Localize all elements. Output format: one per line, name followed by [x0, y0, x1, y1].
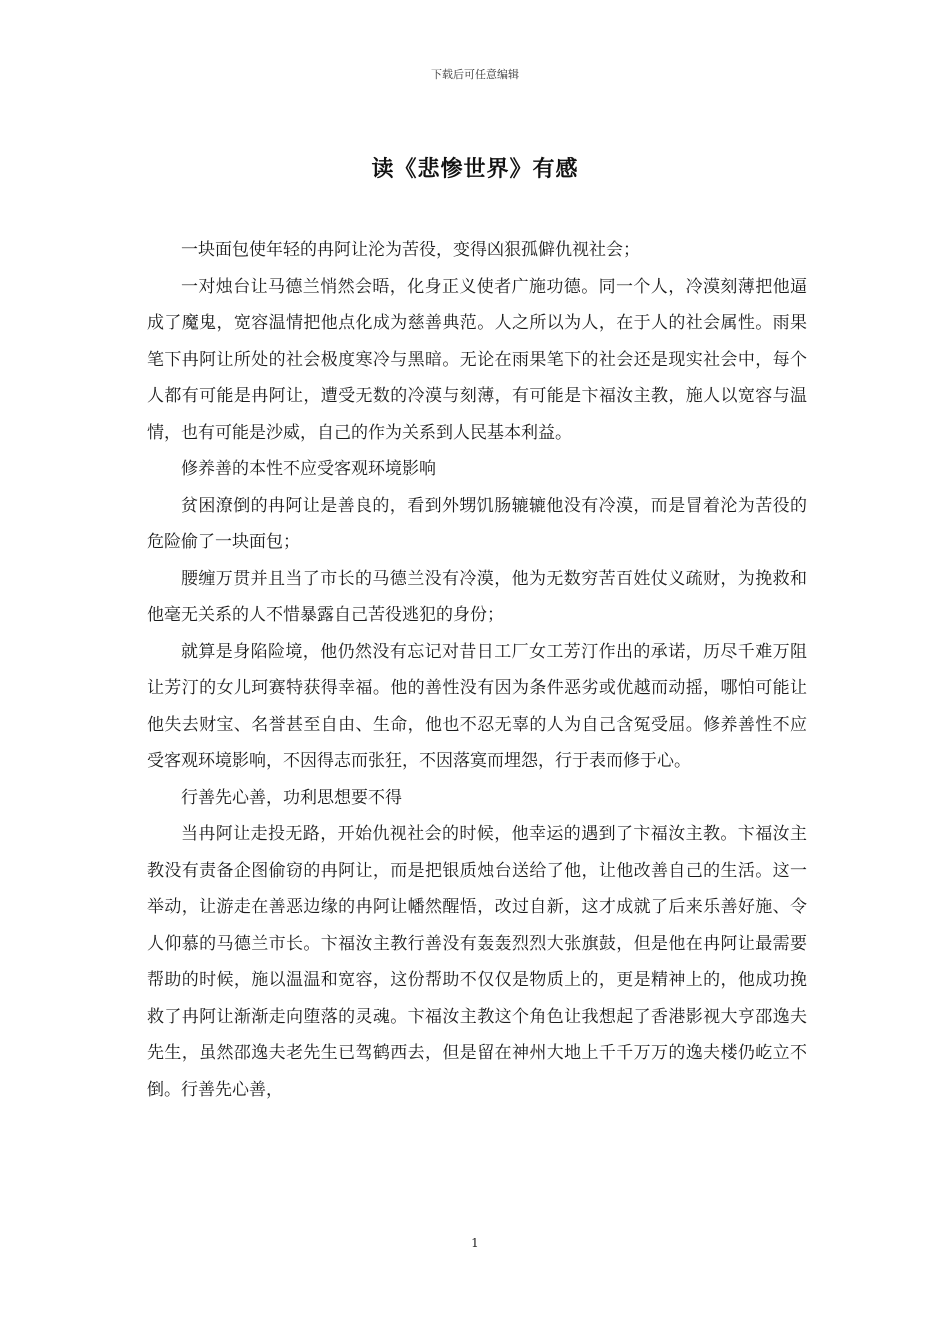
page-header: 下载后可任意编辑	[431, 68, 519, 81]
document-title: 读《悲惨世界》有感	[371, 156, 579, 182]
paragraph: 贫困潦倒的冉阿让是善良的，看到外甥饥肠辘辘他没有冷漠，而是冒着沦为苦役的危险偷了一块面包；	[147, 495, 807, 552]
paragraph: 一块面包使年轻的冉阿让沦为苦役，变得凶狠孤僻仇视社会；	[181, 240, 640, 260]
section-heading: 行善先心善，功利思想要不得	[181, 787, 402, 808]
document-body	[147, 232, 807, 1108]
paragraph: 一对烛台让马德兰悄然会晤，化身正义使者广施功德。同一个人，冷漠刻薄把他逼成了魔鬼，宽容温情把他点化成为慈善典范。人之所以为人，在于人的社会属性。雨果笔下冉阿让所处的社会极度寒冷与黑暗。无论在雨果笔下的社会还是现实社会中，每个人都有可能是冉阿让，遭受无数的冷漠与刻薄，有可能是卞福汝主教，施人以宽容与温情，也有可能是沙威，自己的作为关系到人民基本利益。	[147, 276, 807, 443]
paragraph: 当冉阿让走投无路，开始仇视社会的时候，他幸运的遇到了卞福汝主教。卞福汝主教没有责备企图偷窃的冉阿让，而是把银质烛台送给了他，让他改善自己的生活。这一举动，让游走在善恶边缘的冉阿让幡然醒悟，改过自新，这才成就了后来乐善好施、令人仰慕的马德兰市长。卞福汝主教行善没有轰轰烈烈大张旗鼓，但是他在冉阿让最需要帮助的时候，施以温温和宽容，这份帮助不仅仅是物质上的，更是精神上的，他成功挽救了冉阿让渐渐走向堕落的灵魂。卞福汝主教这个角色让我想起了香港影视大亨邵逸夫先生，虽然邵逸夫老先生已驾鹤西去，但是留在神州大地上千千万万的逸夫楼仍屹立不倒。行善先心善，	[147, 824, 807, 1100]
page-number: 1	[471, 1236, 479, 1250]
section-heading: 修养善的本性不应受客观环境影响	[181, 459, 436, 479]
paragraph: 就算是身陷险境，他仍然没有忘记对昔日工厂女工芳汀作出的承诺，历尽千难万阻让芳汀的女儿珂赛特获得幸福。他的善性没有因为条件恶劣或优越而动摇，哪怕可能让他失去财宝、名誉甚至自由、生命，他也不忍无辜的人为自己含冤受屈。修养善性不应受客观环境影响，不因得志而张狂，不因落寞而埋怨，行于表而修于心。	[147, 641, 807, 771]
paragraph: 腰缠万贯并且当了市长的马德兰没有冷漠，他为无数穷苦百姓仗义疏财，为挽救和他毫无关系的人不惜暴露自己苦役逃犯的身份；	[147, 568, 807, 625]
